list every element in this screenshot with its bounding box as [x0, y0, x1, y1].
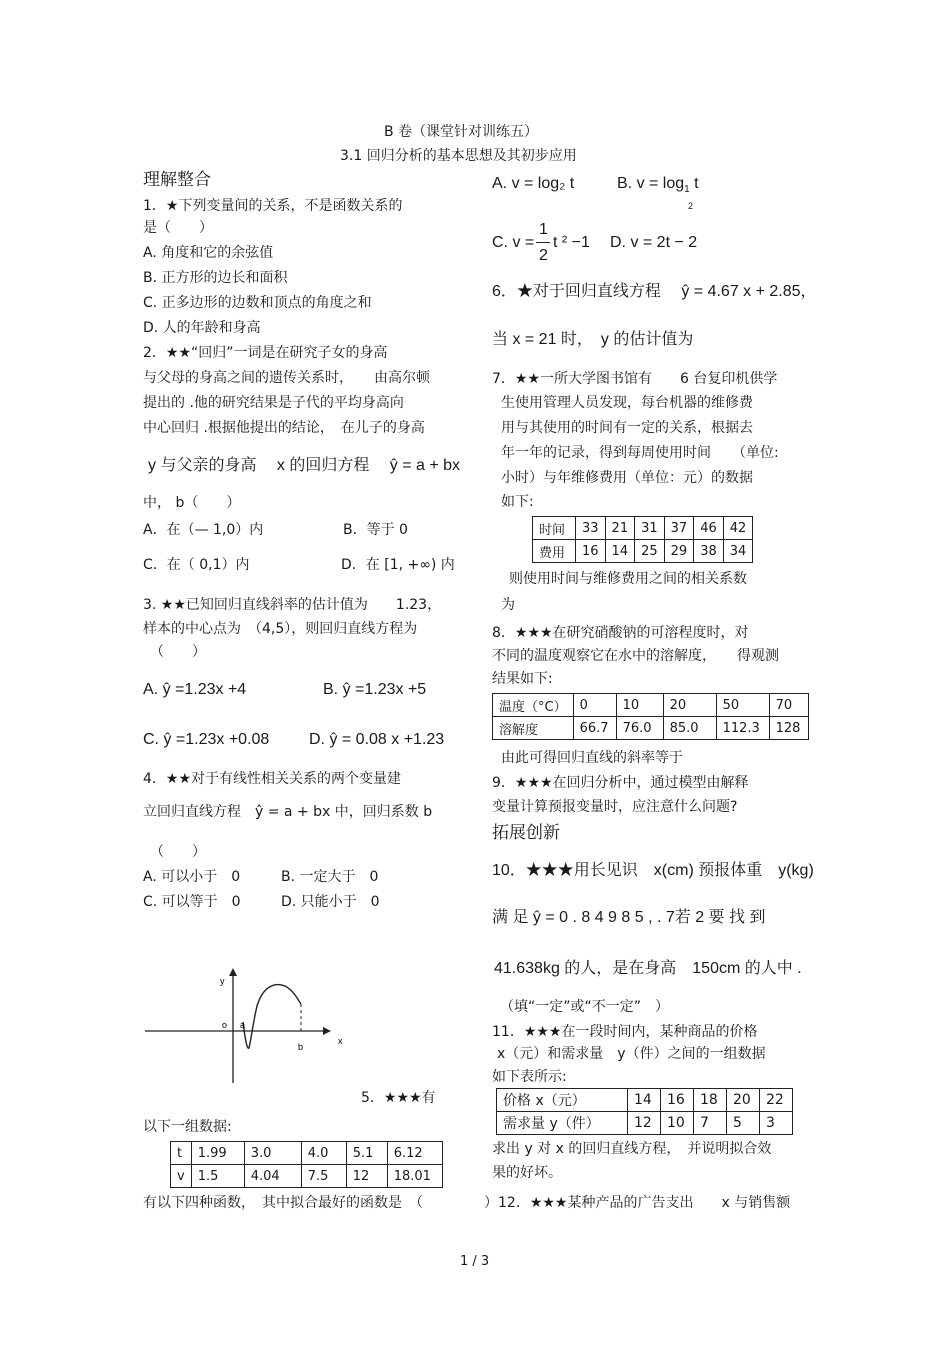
- function-curve: [243, 985, 301, 1049]
- q11-line: 如下表所示:: [492, 1069, 567, 1085]
- graph-axes: [145, 974, 323, 1083]
- q2-option-c: C．在（ 0,1）内: [143, 557, 250, 573]
- table-cell: 128: [769, 717, 808, 740]
- table-cell: 76.0: [616, 717, 663, 740]
- table-cell: 费用: [533, 540, 576, 563]
- table-cell: 34: [723, 540, 753, 563]
- table-row: [497, 1112, 793, 1135]
- q10-line: （填“一定”或“不一定” ）: [500, 999, 670, 1015]
- table-cell: 5.1: [346, 1142, 387, 1165]
- q12-line: 12．★★★某种产品的广告支出 x 与销售额: [498, 1195, 791, 1211]
- q7-data-table: [532, 516, 753, 563]
- q11-line: 果的好坏。: [492, 1165, 562, 1181]
- table-cell: 50: [716, 694, 769, 717]
- q7-line: 年一年的记录，得到每周使用时间 （单位:: [501, 445, 779, 461]
- q5-line: 以下一组数据:: [143, 1119, 232, 1135]
- table-cell: 20: [727, 1089, 760, 1112]
- q10-line: 41.638kg 的人，是在身高 150cm 的人中 .: [494, 960, 802, 977]
- page-number: 1 / 3: [460, 1254, 490, 1269]
- table-cell: 14: [628, 1089, 661, 1112]
- fraction-bar: [536, 242, 550, 243]
- q1-option-b: B. 正方形的边长和面积: [143, 270, 288, 286]
- table-cell: 3.0: [244, 1142, 301, 1165]
- q5-option-c-prefix: C. v =: [492, 234, 535, 251]
- q6-line: 当 x = 21 时， y 的估计值为: [492, 331, 694, 348]
- q3-option-c: C. ŷ =1.23x +0.08: [143, 731, 270, 748]
- graph-label-b: b: [298, 1042, 304, 1052]
- q1-line: 是（ ）: [143, 220, 213, 236]
- table-cell: 溶解度: [493, 717, 574, 740]
- table-cell: 3: [760, 1112, 793, 1135]
- table-cell: 85.0: [663, 717, 716, 740]
- q1-option-d: D. 人的年龄和身高: [143, 320, 261, 336]
- table-row: [533, 540, 753, 563]
- q5-option-b: [617, 176, 699, 195]
- q7-line: 如下:: [501, 494, 534, 510]
- table-cell: 70: [769, 694, 808, 717]
- q11-line: 11．★★★在一段时间内，某种商品的价格: [492, 1024, 758, 1040]
- q5-line: 5．★★★有: [361, 1090, 436, 1106]
- q7-line: 生使用管理人员发现，每台机器的维修费: [501, 395, 753, 411]
- table-cell: 14: [605, 540, 635, 563]
- table-cell: t: [171, 1142, 192, 1165]
- table-cell: 7.5: [301, 1165, 346, 1188]
- q4-option-b: B. 一定大于 0: [281, 869, 379, 885]
- q1-option-c: C. 正多边形的边数和顶点的角度之和: [143, 295, 372, 311]
- q2-line: 2．★★“回归”一词是在研究子女的身高: [143, 345, 388, 361]
- q2-line: 提出的 .他的研究结果是子代的平均身高向: [143, 395, 404, 411]
- function-graph: [143, 968, 363, 1088]
- table-cell: v: [171, 1165, 192, 1188]
- table-cell: 7: [694, 1112, 727, 1135]
- q5-data-table: [170, 1141, 443, 1188]
- table-cell: 12: [628, 1112, 661, 1135]
- q2-line: 中心回归 .根据他提出的结论， 在儿子的身高: [143, 420, 425, 436]
- doc-title: B 卷（课堂针对训练五）: [384, 124, 539, 140]
- q3-line: 3. ★★已知回归直线斜率的估计值为 1.23，: [143, 597, 442, 613]
- q4-line: （ ）: [150, 844, 206, 860]
- q8-line: 由此可得回归直线的斜率等于: [501, 750, 683, 766]
- table-cell: 12: [346, 1165, 387, 1188]
- q6-line: 6．★对于回归直线方程 ŷ = 4.67 x + 2.85，: [492, 283, 817, 300]
- table-cell: 价格 x（元）: [497, 1089, 628, 1112]
- q3-option-b: B. ŷ =1.23x +5: [323, 681, 427, 698]
- q8-line: 结果如下:: [492, 671, 553, 687]
- table-row: [497, 1089, 793, 1112]
- table-cell: 温度（°C）: [493, 694, 574, 717]
- table-cell: 20: [663, 694, 716, 717]
- q1-line: 1．★下列变量间的关系，不是函数关系的: [143, 198, 403, 214]
- q5-line: 有以下四种函数， 其中拟合最好的函数是 （: [143, 1195, 423, 1211]
- q11-line: 求出 y 对 x 的回归直线方程， 并说明拟合效: [492, 1141, 772, 1157]
- x-axis-arrow: [323, 1027, 331, 1035]
- table-cell: 16: [576, 540, 606, 563]
- table-row: [171, 1142, 443, 1165]
- y-axis-arrow: [229, 968, 237, 976]
- table-cell: 22: [760, 1089, 793, 1112]
- q8-data-table: [492, 693, 809, 740]
- q2-option-a: A．在（— 1,0）内: [143, 522, 264, 538]
- table-cell: 37: [664, 517, 694, 540]
- table-row: [171, 1165, 443, 1188]
- table-cell: 31: [635, 517, 665, 540]
- table-cell: 42: [723, 517, 753, 540]
- q5-line: ）: [484, 1195, 498, 1211]
- q2-equation-line: y 与父亲的身高 x 的回归方程 ŷ = a + bx: [148, 457, 461, 474]
- table-row: [493, 694, 809, 717]
- table-row: [533, 517, 753, 540]
- table-row: [493, 717, 809, 740]
- q3-line: （ ）: [150, 644, 206, 660]
- q11-line: x（元）和需求量 y（件）之间的一组数据: [497, 1046, 766, 1062]
- q2-line: 与父母的身高之间的遗传关系时， 由高尔顿: [143, 370, 430, 386]
- q3-option-a: A. ŷ =1.23x +4: [143, 681, 247, 698]
- table-cell: 33: [576, 517, 606, 540]
- graph-label-a: a: [240, 1020, 246, 1030]
- q8-line: 8．★★★在研究硝酸钠的可溶程度时，对: [492, 625, 749, 641]
- q2-option-b: B．等于 0: [343, 522, 408, 538]
- q3-option-d: D. ŷ = 0.08 x +1.23: [309, 731, 445, 748]
- table-cell: 16: [661, 1089, 694, 1112]
- q7-line: 为: [501, 597, 515, 613]
- table-cell: 18.01: [387, 1165, 442, 1188]
- q8-line: 不同的温度观察它在水中的溶解度， 得观测: [492, 648, 779, 664]
- q4-option-c: C. 可以等于 0: [143, 894, 241, 910]
- q4-line: 4．★★对于有线性相关关系的两个变量建: [143, 771, 402, 787]
- q5-option-c-numerator: 1: [539, 221, 548, 238]
- q7-line: 用与其使用的时间有一定的关系，根据去: [501, 420, 753, 436]
- graph-label-y: y: [220, 976, 225, 986]
- table-cell: 38: [694, 540, 724, 563]
- table-cell: 0: [573, 694, 616, 717]
- q2-line: 中， b（ ）: [143, 495, 241, 511]
- table-cell: 1.99: [191, 1142, 244, 1165]
- q9-line: 9．★★★在回归分析中，通过模型由解释: [492, 775, 749, 791]
- table-cell: 29: [664, 540, 694, 563]
- table-cell: 10: [616, 694, 663, 717]
- q4-line: 立回归直线方程 ŷ = a + bx 中，回归系数 b: [143, 804, 433, 820]
- table-cell: 时间: [533, 517, 576, 540]
- table-cell: 4.04: [244, 1165, 301, 1188]
- doc-subtitle: 3.1 回归分析的基本思想及其初步应用: [340, 148, 577, 164]
- table-cell: 5: [727, 1112, 760, 1135]
- graph-label-x: x: [338, 1036, 343, 1046]
- table-cell: 1.5: [191, 1165, 244, 1188]
- q7-line: 7．★★一所大学图书馆有 6 台复印机供学: [492, 371, 778, 387]
- section-heading: 拓展创新: [492, 823, 560, 843]
- q7-line: 小时）与年维修费用（单位：元）的数据: [501, 470, 753, 486]
- q5-option-b-denominator: 2: [688, 201, 694, 211]
- q5-option-b-text: B. v = log: [617, 175, 685, 192]
- q1-option-a: A. 角度和它的余弦值: [143, 245, 274, 261]
- table-cell: 46: [694, 517, 724, 540]
- section-heading: 理解整合: [143, 170, 211, 190]
- q9-line: 变量计算预报变量时，应注意什么问题?: [492, 799, 738, 815]
- table-cell: 需求量 y（件）: [497, 1112, 628, 1135]
- table-cell: 10: [661, 1112, 694, 1135]
- q5-option-a: A. v = log₂ t: [492, 175, 575, 192]
- table-cell: 4.0: [301, 1142, 346, 1165]
- table-cell: 6.12: [387, 1142, 442, 1165]
- q4-option-d: D. 只能小于 0: [281, 894, 380, 910]
- q11-data-table: [496, 1088, 793, 1135]
- graph-label-o: o: [222, 1020, 228, 1030]
- table-cell: 18: [694, 1089, 727, 1112]
- q5-option-d: D. v = 2t − 2: [610, 234, 698, 251]
- table-cell: 112.3: [716, 717, 769, 740]
- q2-option-d: D．在 [1, +∞) 内: [341, 557, 455, 573]
- q5-option-b-sub: 1: [684, 184, 690, 196]
- q10-line: 满 足 ŷ = 0 . 8 4 9 8 5 , . 7若 2 要 找 到: [492, 909, 766, 926]
- table-cell: 21: [605, 517, 635, 540]
- q5-option-c-denominator: 2: [539, 247, 548, 264]
- q7-line: 则使用时间与维修费用之间的相关系数: [509, 571, 747, 587]
- q3-line: 样本的中心点为 （4,5），则回归直线方程为: [143, 621, 418, 637]
- table-cell: 25: [635, 540, 665, 563]
- q4-option-a: A. 可以小于 0: [143, 869, 241, 885]
- table-cell: 66.7: [573, 717, 616, 740]
- q5-option-c-suffix: t ² −1: [553, 234, 590, 251]
- q5-option-b-t: t: [694, 175, 699, 192]
- q10-line: 10．★★★用长见识 x(cm) 预报体重 y(kg): [492, 862, 814, 879]
